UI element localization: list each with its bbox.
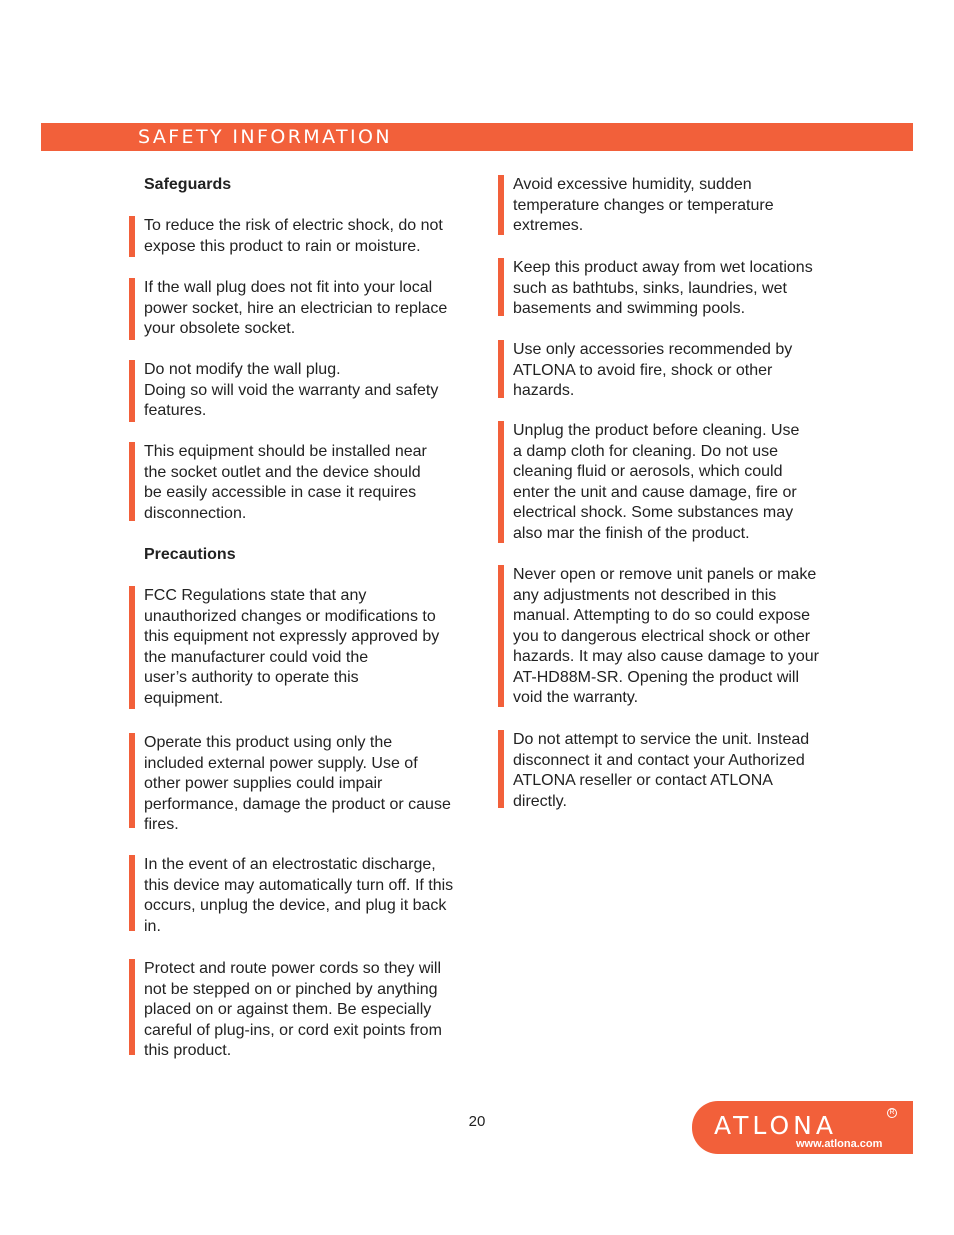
precaution-item — [129, 855, 479, 935]
precaution-item — [498, 175, 848, 235]
safeguard-item — [129, 216, 479, 257]
bullet-bar — [498, 175, 504, 235]
precaution-item — [498, 421, 848, 543]
bullet-bar — [129, 442, 135, 521]
bullet-bar — [498, 421, 504, 543]
precaution-text: In the event of an electrostatic discharge, this device may automatically turn off. If this occurs, unplug the device, and plug it back in. — [144, 856, 454, 935]
bullet-bar — [129, 360, 135, 422]
safeguards-heading: Safeguards — [144, 176, 232, 193]
safeguard-text: This equipment should be installed near the socket outlet and the device should be easily accessible in case it requires disconnection. — [144, 443, 427, 522]
page-number: 20 — [468, 1113, 486, 1130]
precaution-text: FCC Regulations state that any unauthorized changes or modifications to this equipment not expressly approved by the manufacturer could void the user’s authority to operate this equipment. — [144, 587, 440, 707]
precaution-text: Avoid excessive humidity, sudden temperature changes or temperature extremes. — [513, 176, 774, 234]
precaution-text: Never open or remove unit panels or make any adjustments not described in this manual. Attempting to do so could expose you to dangerous electrical shock or other hazards. It may also cause damage to your AT-HD88M-SR. Opening the product will void the warranty. — [513, 566, 819, 706]
precaution-text: Protect and route power cords so they will not be stepped on or pinched by anything placed on or against them. Be especially careful of plug-ins, or cord exit points from this product. — [144, 960, 442, 1059]
safeguard-item — [129, 442, 479, 521]
bullet-bar — [498, 340, 504, 398]
safeguard-text: If the wall plug does not fit into your local power socket, hire an electrician to replace your obsolete socket. — [144, 279, 448, 337]
precaution-item — [498, 565, 848, 707]
precaution-text: Do not attempt to service the unit. Instead disconnect it and contact your Authorized ATLONA reseller or contact ATLONA directly. — [513, 731, 810, 810]
section-header-bar — [41, 123, 913, 151]
bullet-bar — [129, 216, 135, 257]
bullet-bar — [129, 855, 135, 931]
logo-wordmark: ATLONA — [714, 1111, 837, 1140]
registered-mark-icon: R — [887, 1108, 897, 1118]
precaution-text: Operate this product using only the included external power supply. Use of other power supplies could impair performance, damage the product or cause fires. — [144, 734, 451, 833]
precaution-item — [129, 733, 479, 833]
precautions-heading: Precautions — [144, 546, 236, 563]
logo-url: www.atlona.com — [796, 1138, 883, 1150]
safeguard-item — [129, 278, 479, 340]
precaution-text: Keep this product away from wet locations such as bathtubs, sinks, laundries, wet basements and swimming pools. — [513, 259, 813, 317]
bullet-bar — [129, 586, 135, 709]
precaution-text: Use only accessories recommended by ATLONA to avoid fire, shock or other hazards. — [513, 341, 793, 399]
precaution-text: Unplug the product before cleaning. Use a damp cloth for cleaning. Do not use cleaning fluid or aerosols, which could enter the unit and cause damage, fire or electrical shock. Some substances may also mar the finish of the product. — [513, 422, 800, 542]
atlona-logo — [692, 1101, 913, 1154]
bullet-bar — [129, 959, 135, 1055]
section-title: SAFETY INFORMATION — [138, 126, 392, 148]
safeguard-item — [129, 360, 479, 422]
bullet-bar — [498, 565, 504, 707]
safeguard-text: Do not modify the wall plug. Doing so will void the warranty and safety features. — [144, 361, 439, 419]
precaution-item — [129, 586, 479, 709]
precaution-item — [498, 730, 848, 808]
safeguard-text: To reduce the risk of electric shock, do not expose this product to rain or moisture. — [144, 217, 443, 255]
bullet-bar — [129, 278, 135, 340]
bullet-bar — [498, 258, 504, 316]
bullet-bar — [498, 730, 504, 808]
bullet-bar — [129, 733, 135, 828]
precaution-item — [129, 959, 479, 1059]
precaution-item — [498, 340, 848, 398]
precaution-item — [498, 258, 848, 316]
